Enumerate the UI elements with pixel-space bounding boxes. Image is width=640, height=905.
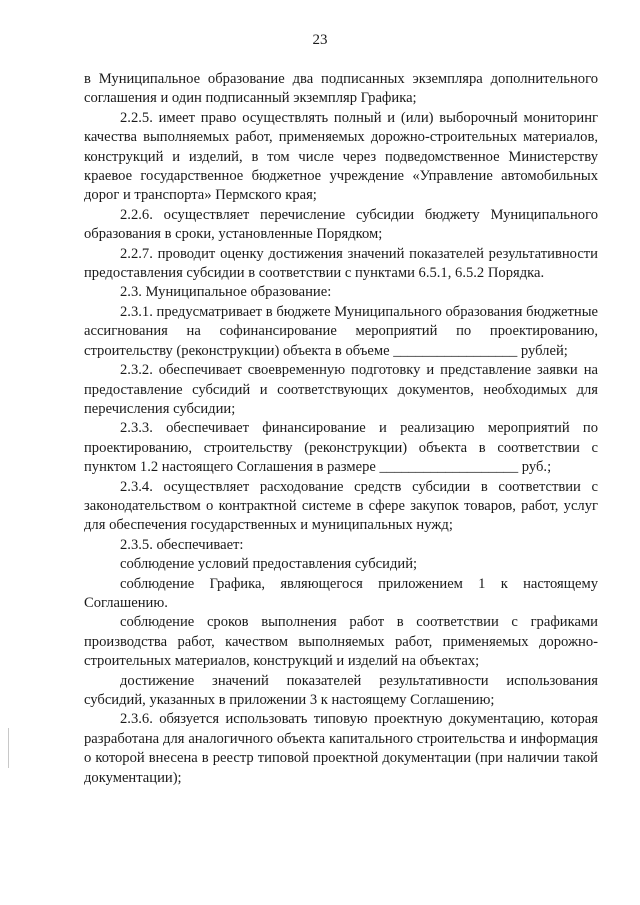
paragraph-2-3-5-item-schedule: соблюдение Графика, являющегося приложением 1 к настоящему Соглашению. [84,575,598,611]
paragraph-2-3-3: 2.3.3. обеспечивает финансирование и реализацию мероприятий по проектированию, строительству (реконструкции) объекта в соответствии с пунктом 1.2 настоящего Соглашения в размере ___________________ руб.; [84,420,598,476]
paragraph-2-2-6: 2.2.6. осуществляет перечисление субсидии бюджету Муниципального образования в сроки, установленные Порядком; [84,206,598,243]
paragraph-2-3-5-item-conditions: соблюдение условий предоставления субсидий; [120,556,418,573]
paragraph-2-3-1: 2.3.1. предусматривает в бюджете Муниципального образования бюджетные ассигнования на софинансирование мероприятий по проектированию, строительству (реконструкции) объекта в объеме _________________ рублей; [84,303,598,359]
paragraph-continuation: в Муниципальное образование два подписанных экземпляра дополнительного соглашения и один подписанный экземпляр Графика; [84,71,598,107]
document-body [84,70,598,788]
paragraph-2-3-4: 2.3.4. осуществляет расходование средств субсидии в соответствии с законодательством о контрактной системе в сфере закупок товаров, работ, услуг для обеспечения государственных и муниципальных нужд; [84,478,598,534]
paragraph-2-2-7: 2.2.7. проводит оценку достижения значений показателей результативности предоставления субсидии в соответствии с пунктами 6.5.1, 6.5.2 Порядка. [84,245,598,282]
paragraph-2-3-5-item-deadlines: соблюдение сроков выполнения работ в соответствии с графиками производства работ, качеством выполняемых работ, применяемых дорожно-строительных материалов, конструкций и изделий на объектах; [84,614,598,670]
paragraph-2-3-6: 2.3.6. обязуется использовать типовую проектную документацию, которая разработана для аналогичного объекта капитального строительства и информация о которой внесена в реестр типовой проектной документации (при наличии такой документации); [84,711,598,786]
paragraph-2-3-5-item-indicators: достижение значений показателей результативности использования субсидий, указанных в приложении 3 к настоящему Соглашению; [84,672,598,708]
paragraph-2-2-5: 2.2.5. имеет право осуществлять полный и (или) выборочный мониторинг качества выполняемых работ, применяемых дорожно-строительных материалов, конструкций и изделий, в том числе через подведомственное Министерству краевое государственное бюджетное учреждение «Управление автомобильных дорог и транспорта» Пермского края; [84,109,598,204]
scan-margin-mark [8,728,9,768]
paragraph-2-3-2: 2.3.2. обеспечивает своевременную подготовку и представление заявки на предоставление субсидий и соответствующих документов, необходимых для перечисления субсидии; [84,362,598,417]
paragraph-2-3-5: 2.3.5. обеспечивает: [120,536,244,553]
page-number: 23 [312,32,328,48]
paragraph-2-3: 2.3. Муниципальное образование: [120,284,332,301]
